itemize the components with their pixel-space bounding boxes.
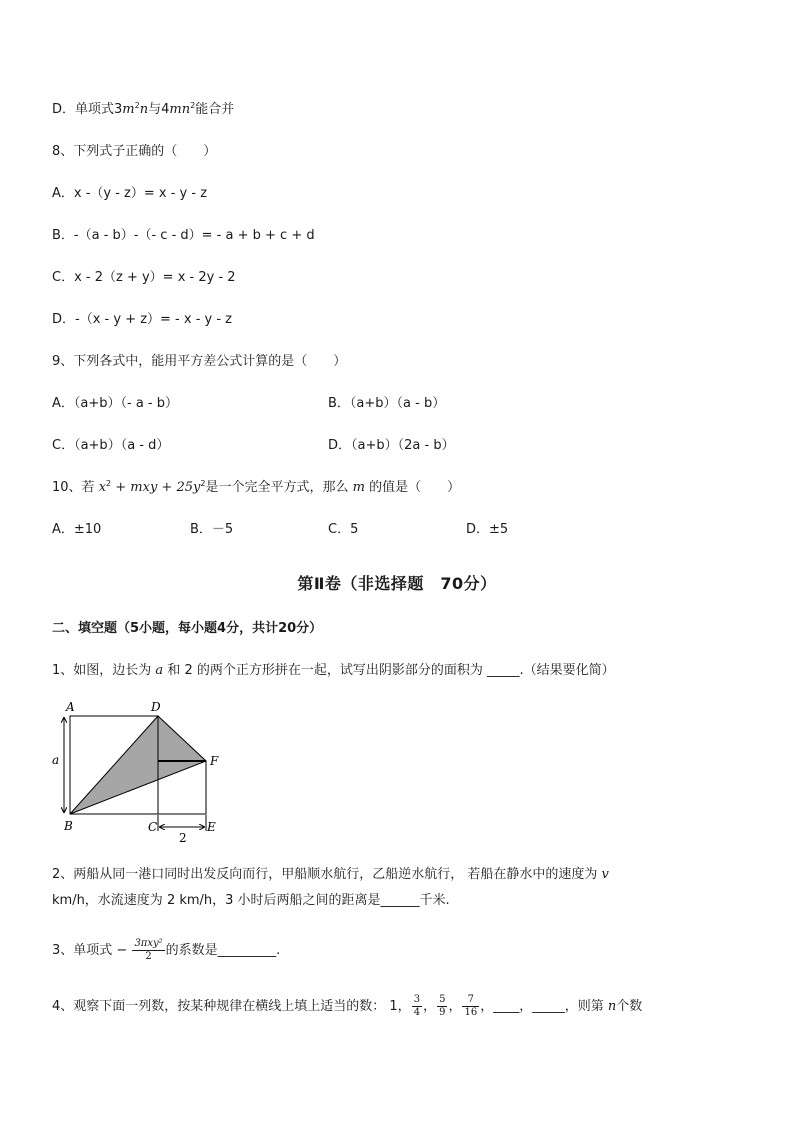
q7-d-exp1: 2 xyxy=(134,101,140,110)
fill1-suffix: 和 2 的两个正方形拼在一起，试写出阴影部分的面积为 _____.（结果要化简） xyxy=(167,663,615,678)
q10-option-b: B．－5 xyxy=(190,522,234,537)
fill2-prefix: 2、两船从同一港口同时出发反向而行，甲船顺水航行，乙船逆水航行， 若船在静水中的速度为 xyxy=(52,867,598,882)
q10-exp1: 2 xyxy=(106,479,112,488)
q7-d-var-mn: mn xyxy=(169,102,191,117)
q10-exp2: 2 xyxy=(200,479,206,488)
fill1-text xyxy=(52,662,615,680)
fill4-fraction-2 xyxy=(437,994,447,1019)
fill4-suffix: 个数 xyxy=(616,999,643,1014)
fill2-line2: km/h，水流速度为 2 km/h，3 小时后两船之间的距离是______千米. xyxy=(52,893,450,908)
q7-d-mid: 与 xyxy=(148,102,162,117)
fill1-prefix: 1、如图，边长为 xyxy=(52,663,152,678)
fill3-frac-num: 3πxy² xyxy=(134,938,163,949)
fill2-var-v: v xyxy=(601,867,609,882)
label-f-vertex: F xyxy=(210,754,219,768)
fill4-frac2-num: 5 xyxy=(439,994,446,1005)
label-e-vertex: E xyxy=(207,820,216,834)
q9-option-a: A．（a+b）（- a - b） xyxy=(52,396,179,411)
q9-option-d: D．（a+b）（2a - b） xyxy=(328,438,455,453)
q10-option-c: C．5 xyxy=(328,522,359,537)
fill4-prefix: 4、观察下面一列数，按某种规律在横线上填上适当的数： 1， xyxy=(52,999,411,1014)
fill4-fraction-3 xyxy=(462,994,479,1019)
fill1-var-a: a xyxy=(155,663,164,678)
q10-mid: + mxy + 25y xyxy=(111,480,201,495)
label-a-vertex: A xyxy=(66,700,75,714)
q7-d-exp2: 2 xyxy=(190,101,196,110)
q7-d-suffix: 能合并 xyxy=(195,102,235,117)
geometry-figure xyxy=(52,697,232,847)
q7-d-coef1: 3 xyxy=(114,102,123,117)
q7-d-var-n: n xyxy=(139,102,149,117)
fill4-blanks: ，____，_____，则第 xyxy=(480,999,604,1014)
fill4-fraction-1 xyxy=(412,994,422,1019)
q10-option-d: D．±5 xyxy=(466,522,509,537)
fill4-frac1-den: 4 xyxy=(413,1007,421,1018)
label-side-a: a xyxy=(52,753,60,767)
q7-d-coef2: 4 xyxy=(161,102,170,117)
q10-stem xyxy=(52,479,460,497)
q8-stem: 8、下列式子正确的（ ） xyxy=(52,144,217,159)
q9-option-c: C．（a+b）（a - d） xyxy=(52,438,170,453)
q10-var-x: x xyxy=(98,480,107,495)
q10-end: 的值是（ ） xyxy=(369,480,461,495)
q8-option-a: A．x -（y - z）= x - y - z xyxy=(52,186,208,201)
q7-option-d xyxy=(52,101,234,119)
fill4-frac1-num: 3 xyxy=(413,994,421,1005)
q10-suffix: 是一个完全平方式，那么 xyxy=(205,480,349,495)
q8-option-d: D．-（x - y + z）= - x - y - z xyxy=(52,312,232,327)
q9-stem: 9、下列各式中，能用平方差公式计算的是（ ） xyxy=(52,354,347,369)
q10-var-m: m xyxy=(352,480,365,495)
q8-option-b: B．-（a - b）-（- c - d）= - a + b + c + d xyxy=(52,228,315,243)
shaded-triangle xyxy=(70,716,206,814)
label-c-vertex: C xyxy=(148,820,158,834)
label-b-vertex: B xyxy=(64,819,73,833)
fill4-var-n: n xyxy=(607,999,617,1014)
fill3-prefix: 3、单项式 − xyxy=(52,943,128,958)
label-side-2: 2 xyxy=(179,831,187,845)
q8-option-c: C．x - 2（z + y）= x - 2y - 2 xyxy=(52,270,236,285)
section-heading: 二、填空题（5小题，每小题4分，共计20分） xyxy=(52,621,323,636)
label-d-vertex: D xyxy=(151,700,161,714)
q9-option-b: B．（a+b）（a - b） xyxy=(328,396,446,411)
fill3-text xyxy=(52,938,280,964)
q10-prefix: 10、若 xyxy=(52,480,95,495)
fill3-fraction xyxy=(132,938,164,963)
fill4-frac3-num: 7 xyxy=(462,994,479,1007)
q10-option-a: A．±10 xyxy=(52,522,102,537)
fill3-frac-den: 2 xyxy=(145,951,152,962)
fill4-frac2-den: 9 xyxy=(439,1007,446,1018)
section-title: 第Ⅱ卷（非选择题 70分） xyxy=(297,574,497,593)
q7-d-prefix: D．单项式 xyxy=(52,102,115,117)
fill3-suffix: 的系数是_________. xyxy=(165,943,281,958)
fill2-line1 xyxy=(52,866,609,884)
q7-d-var-m: m xyxy=(122,102,135,117)
fill4-frac3-den: 16 xyxy=(464,1007,478,1018)
fill4-text: 4、观察下面一列数，按某种规律在横线上填上适当的数： 1， $\frac{3}{4}$ ， $\frac{5}{9}$ ， $\frac{7}{16}$ ，____，_____，则第 n个数 xyxy=(52,994,643,1018)
